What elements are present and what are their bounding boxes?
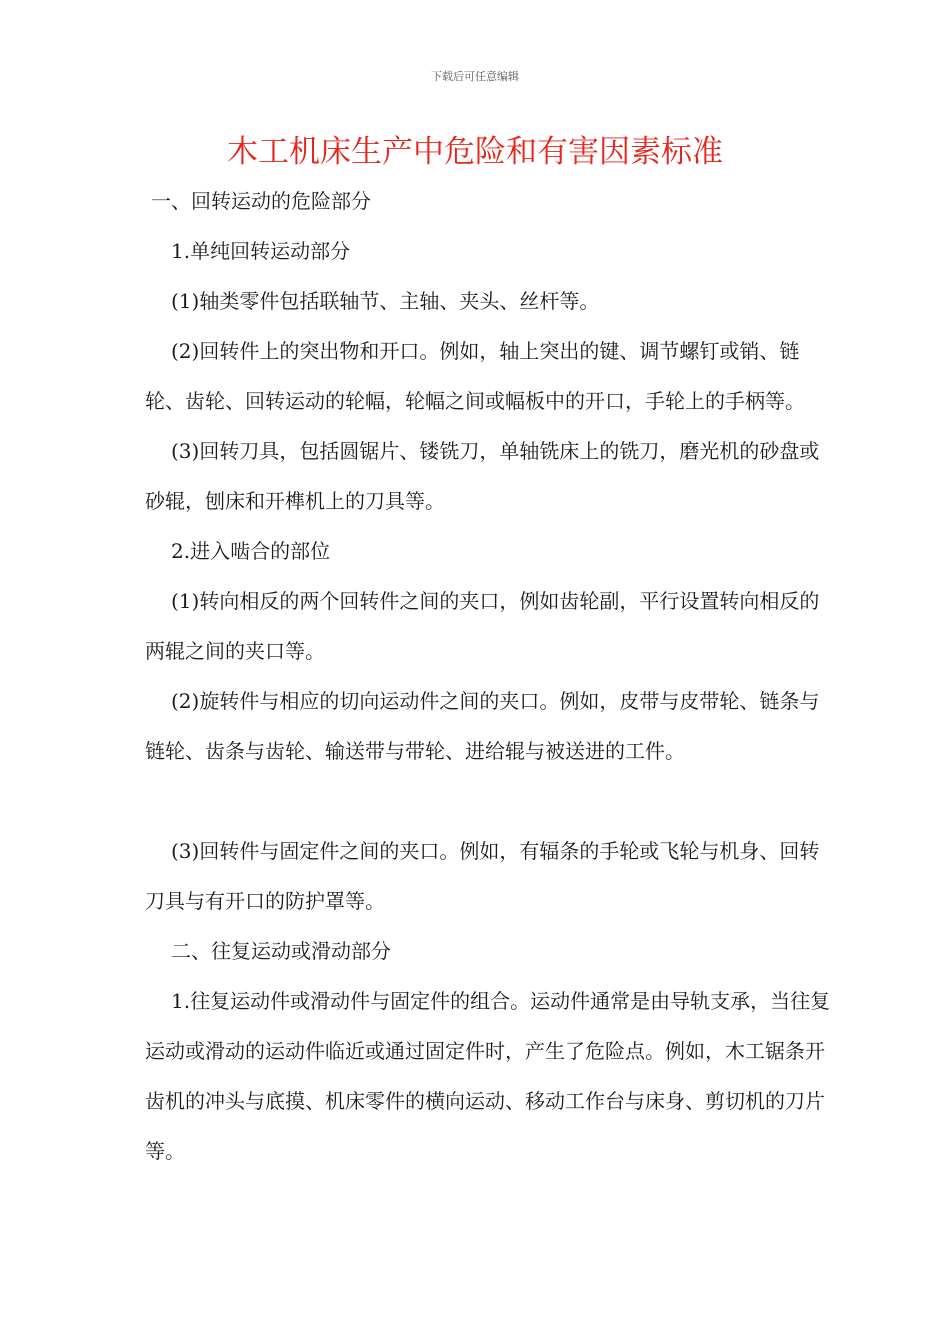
paragraph-1-1-3: (3)回转刀具，包括圆锯片、镂铣刀，单轴铣床上的铣刀，磨光机的砂盘或砂辊，刨床和开榫机上的刀具等。 [145, 439, 820, 513]
paragraph-1-2-2: (2)旋转件与相应的切向运动件之间的夹口。例如，皮带与皮带轮、链条与链轮、齿条与齿轮、输送带与带轮、进给辊与被送进的工件。 [145, 689, 820, 763]
page-header-note: 下载后可任意编辑 [431, 70, 519, 83]
paragraph-1-1-1: (1)轴类零件包括联轴节、主轴、夹头、丝杆等。 [171, 289, 600, 313]
subsection-heading-1-2: 2.进入啮合的部位 [171, 539, 331, 563]
blank-line [145, 776, 835, 826]
paragraph-2-1: 1.往复运动件或滑动件与固定件的组合。运动件通常是由导轨支承，当往复运动或滑动的运动件临近或通过固定件时，产生了危险点。例如，木工锯条开齿机的冲头与底摸、机床零件的横向运动、移动工作台与床身、剪切机的刀片等。 [145, 989, 831, 1163]
paragraph-1-1-2: (2)回转件上的突出物和开口。例如，轴上突出的键、调节螺钉或销、链轮、齿轮、回转运动的轮幅，轮幅之间或幅板中的开口，手轮上的手柄等。 [145, 339, 805, 413]
section-heading-2: 二、往复运动或滑动部分 [171, 939, 391, 963]
paragraph-1-2-3: (3)回转件与固定件之间的夹口。例如，有辐条的手轮或飞轮与机身、回转刀具与有开口的防护罩等。 [145, 839, 820, 913]
subsection-heading-1-1: 1.单纯回转运动部分 [171, 239, 351, 263]
section-heading-1: 一、回转运动的危险部分 [151, 189, 371, 213]
document-title: 木工机床生产中危险和有害因素标准 [227, 134, 723, 170]
paragraph-1-2-1: (1)转向相反的两个回转件之间的夹口，例如齿轮副，平行设置转向相反的两辊之间的夹口等。 [145, 589, 820, 663]
document-body [145, 176, 835, 1176]
